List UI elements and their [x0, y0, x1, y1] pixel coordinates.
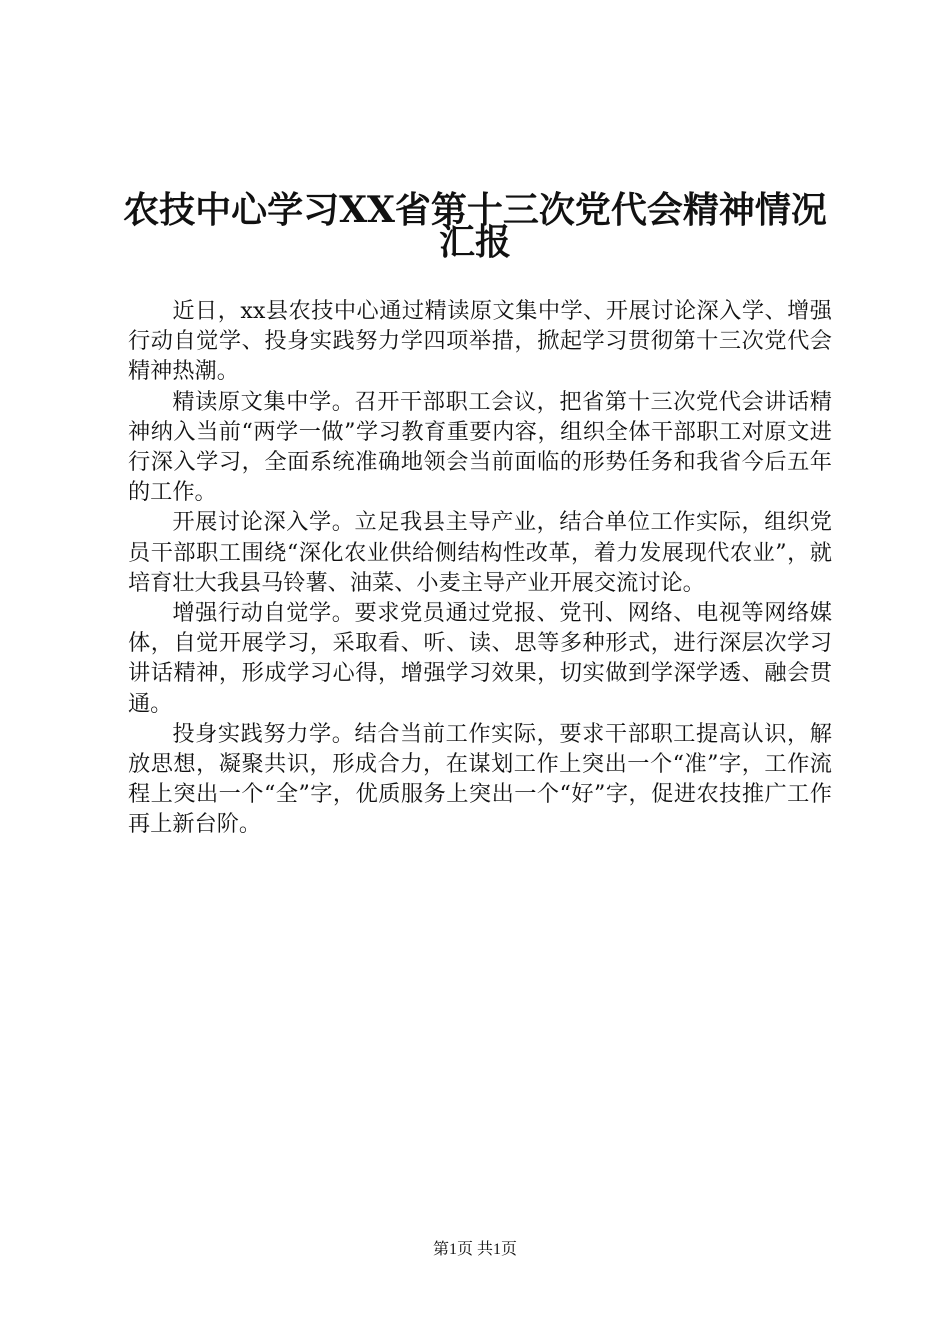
document-title-line-1: 农技中心学习XX省第十三次党代会精神情况 — [123, 189, 827, 231]
page-footer: 第1页 共1页 — [432, 1241, 517, 1258]
paragraph-discussion: 开展讨论深入学。立足我县主导产业，结合单位工作实际，组织党员干部职工围绕“深化农业供给侧结构性改革，着力发展现代农业”，就培育壮大我县马铃薯、油菜、小麦主导产业开展交流讨论。 — [128, 509, 832, 596]
paragraph-intro: 近日，xx县农技中心通过精读原文集中学、开展讨论深入学、增强行动自觉学、投身实践努力学四项举措，掀起学习贯彻第十三次党代会精神热潮。 — [128, 298, 832, 385]
document-body — [128, 296, 832, 840]
document-title-line-2: 汇报 — [438, 221, 511, 263]
paragraph-practice: 投身实践努力学。结合当前工作实际，要求干部职工提高认识，解放思想，凝聚共识，形成合力，在谋划工作上突出一个“准”字，工作流程上突出一个“全”字，优质服务上突出一个“好”字，促进农技推广工作再上新台阶。 — [128, 720, 832, 838]
paragraph-self-study: 增强行动自觉学。要求党员通过党报、党刊、网络、电视等网络媒体，自觉开展学习，采取看、听、读、思等多种形式，进行深层次学习讲话精神，形成学习心得，增强学习效果，切实做到学深学透、融会贯通。 — [128, 600, 832, 717]
paragraph-read-original: 精读原文集中学。召开干部职工会议，把省第十三次党代会讲话精神纳入当前“两学一做”学习教育重要内容，组织全体干部职工对原文进行深入学习，全面系统准确地领会当前面临的形势任务和我省今后五年的工作。 — [128, 388, 832, 506]
